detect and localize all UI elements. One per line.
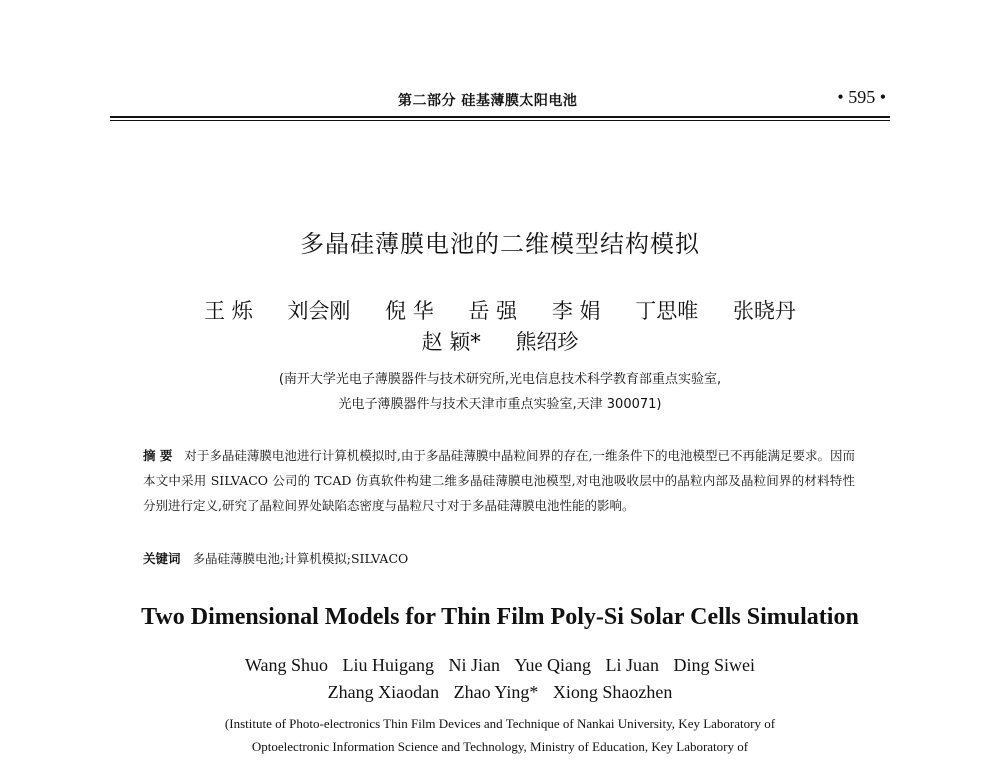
header-rule-thin — [110, 120, 890, 121]
author-cn: 赵 颖* — [421, 330, 481, 354]
author-en: Ni Jian — [448, 655, 501, 675]
authors-chinese-line2 — [0, 326, 1000, 356]
author-cn: 张晓丹 — [732, 299, 796, 323]
author-cn: 丁思唯 — [635, 299, 699, 323]
affiliation-english-line1: (Institute of Photo-electronics Thin Film Devices and Technique of Nankai University, Key Laboratory of — [224, 716, 776, 731]
author-cn: 王 烁 — [204, 299, 253, 323]
author-cn: 岳 强 — [468, 299, 518, 323]
abstract-chinese — [143, 443, 855, 518]
author-en: Zhang Xiaodan — [327, 682, 440, 702]
author-en: Yue Qiang — [514, 655, 592, 675]
author-cn: 刘会刚 — [287, 299, 351, 323]
author-en: Li Juan — [605, 655, 660, 675]
running-header — [110, 84, 890, 112]
author-en: Ding Siwei — [673, 655, 756, 675]
paper-title-english: Two Dimensional Models for Thin Film Poly-Si Solar Cells Simulation — [141, 604, 859, 630]
abstract-label: 摘 要 — [143, 448, 173, 463]
page-number: • 595 • — [837, 87, 886, 107]
section-title: 第二部分 硅基薄膜太阳电池 — [398, 93, 578, 109]
author-cn: 李 娟 — [551, 299, 601, 323]
affiliation-chinese-line1: (南开大学光电子薄膜器件与技术研究所,光电信息技术科学教育部重点实验室, — [278, 372, 722, 387]
affiliation-chinese-line2: 光电子薄膜器件与技术天津市重点实验室,天津 300071) — [338, 397, 662, 412]
keywords-text: 多晶硅薄膜电池;计算机模拟;SILVACO — [192, 551, 409, 566]
author-en: Liu Huigang — [342, 655, 435, 675]
keywords-chinese — [143, 549, 855, 567]
authors-english-line1 — [0, 655, 1000, 676]
author-en: Wang Shuo — [244, 655, 329, 675]
authors-chinese-line1 — [0, 295, 1000, 325]
keywords-label: 关键词 — [143, 551, 181, 566]
author-cn: 熊绍珍 — [515, 330, 579, 354]
header-rule-thick — [110, 116, 890, 118]
paper-title-chinese: 多晶硅薄膜电池的二维模型结构模拟 — [300, 230, 700, 258]
abstract-text: 对于多晶硅薄膜电池进行计算机模拟时,由于多晶硅薄膜中晶粒间界的存在,一维条件下的电池模型已不再能满足要求。因而本文中采用 SILVACO 公司的 TCAD 仿真软件构建二维多晶硅薄膜电池模型,对电池吸收层中的晶粒内部及晶粒间界的材料特性分别进行定义,研究了晶粒间界处缺陷态密度与晶粒尺寸对于多晶硅薄膜电池性能的影响。 — [143, 448, 856, 513]
author-en: Xiong Shaozhen — [552, 682, 673, 702]
affiliation-english-line2: Optoelectronic Information Science and Technology, Ministry of Education, Key Laboratory of — [251, 739, 749, 754]
authors-english-line2 — [0, 682, 1000, 703]
author-cn: 倪 华 — [385, 299, 434, 323]
author-en: Zhao Ying* — [453, 682, 539, 702]
